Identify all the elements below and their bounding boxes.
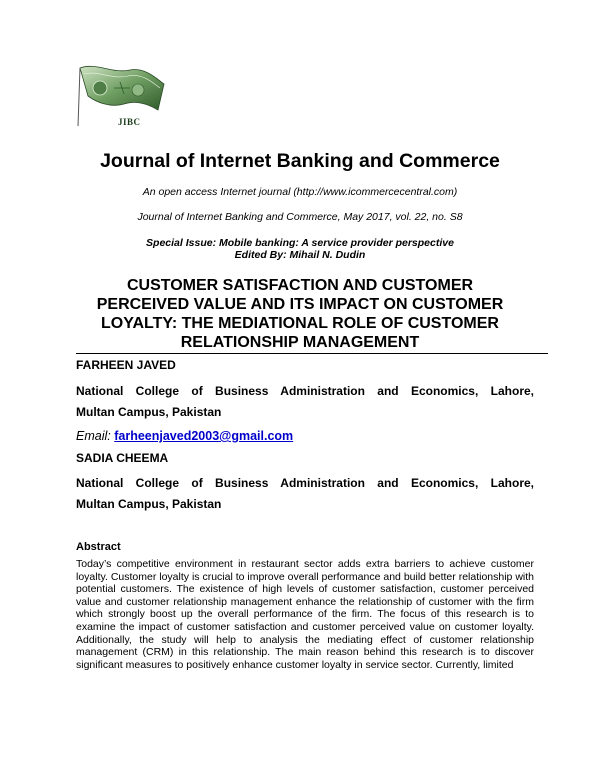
- author-email-link[interactable]: farheenjaved2003@gmail.com: [114, 429, 294, 443]
- author-email-line: [76, 429, 293, 443]
- author-name: FARHEEN JAVED: [76, 358, 176, 372]
- special-issue: Special Issue: Mobile banking: A service provider perspective: [146, 237, 454, 249]
- paper-title-line: PERCEIVED VALUE AND ITS IMPACT ON CUSTOMER: [96, 296, 504, 313]
- journal-subtitle: An open access Internet journal (http://www.icommercecentral.com): [142, 186, 458, 198]
- email-label: Email:: [76, 429, 111, 443]
- author-affiliation: Multan Campus, Pakistan: [76, 405, 222, 419]
- author-affiliation: National College of Business Administration and Economics, Lahore,: [76, 384, 534, 398]
- author-name: SADIA CHEEMA: [76, 451, 169, 465]
- abstract-body: Today’s competitive environment in restaurant sector adds extra barriers to achieve customer loyalty. Customer loyalty is crucial to improve overall performance and build better relationship with potential customers. The existence of high levels of customer satisfaction, customer perceived value and customer relationship management enhance the relationship of customer with the firm which strongly boost up the overall performance of the firm. The focus of this research is to examine the impact of customer satisfaction and customer perceived value on customer loyalty. Additionally, the study will help to analysis the mediating effect of customer relationship management (CRM) in this relationship. The main reason behind this research is to discover significant measures to positively enhance customer loyalty in service sector. Currently, limited: [76, 558, 534, 671]
- abstract-heading: Abstract: [76, 541, 121, 553]
- logo-wordmark: JIBC: [118, 117, 141, 127]
- journal-title: Journal of Internet Banking and Commerce: [100, 150, 500, 172]
- author-affiliation: Multan Campus, Pakistan: [76, 497, 222, 511]
- edited-by: Edited By: Mihail N. Dudin: [234, 249, 366, 261]
- title-divider: [76, 353, 548, 354]
- paper-title: [60, 276, 540, 352]
- paper-title-line: LOYALTY: THE MEDIATIONAL ROLE OF CUSTOMER: [101, 315, 499, 332]
- author-affiliation: National College of Business Administration and Economics, Lahore,: [76, 476, 534, 490]
- paper-title-line: RELATIONSHIP MANAGEMENT: [180, 334, 420, 351]
- paper-title-line: CUSTOMER SATISFACTION AND CUSTOMER: [126, 277, 474, 294]
- journal-citation: Journal of Internet Banking and Commerce, May 2017, vol. 22, no. S8: [137, 211, 463, 223]
